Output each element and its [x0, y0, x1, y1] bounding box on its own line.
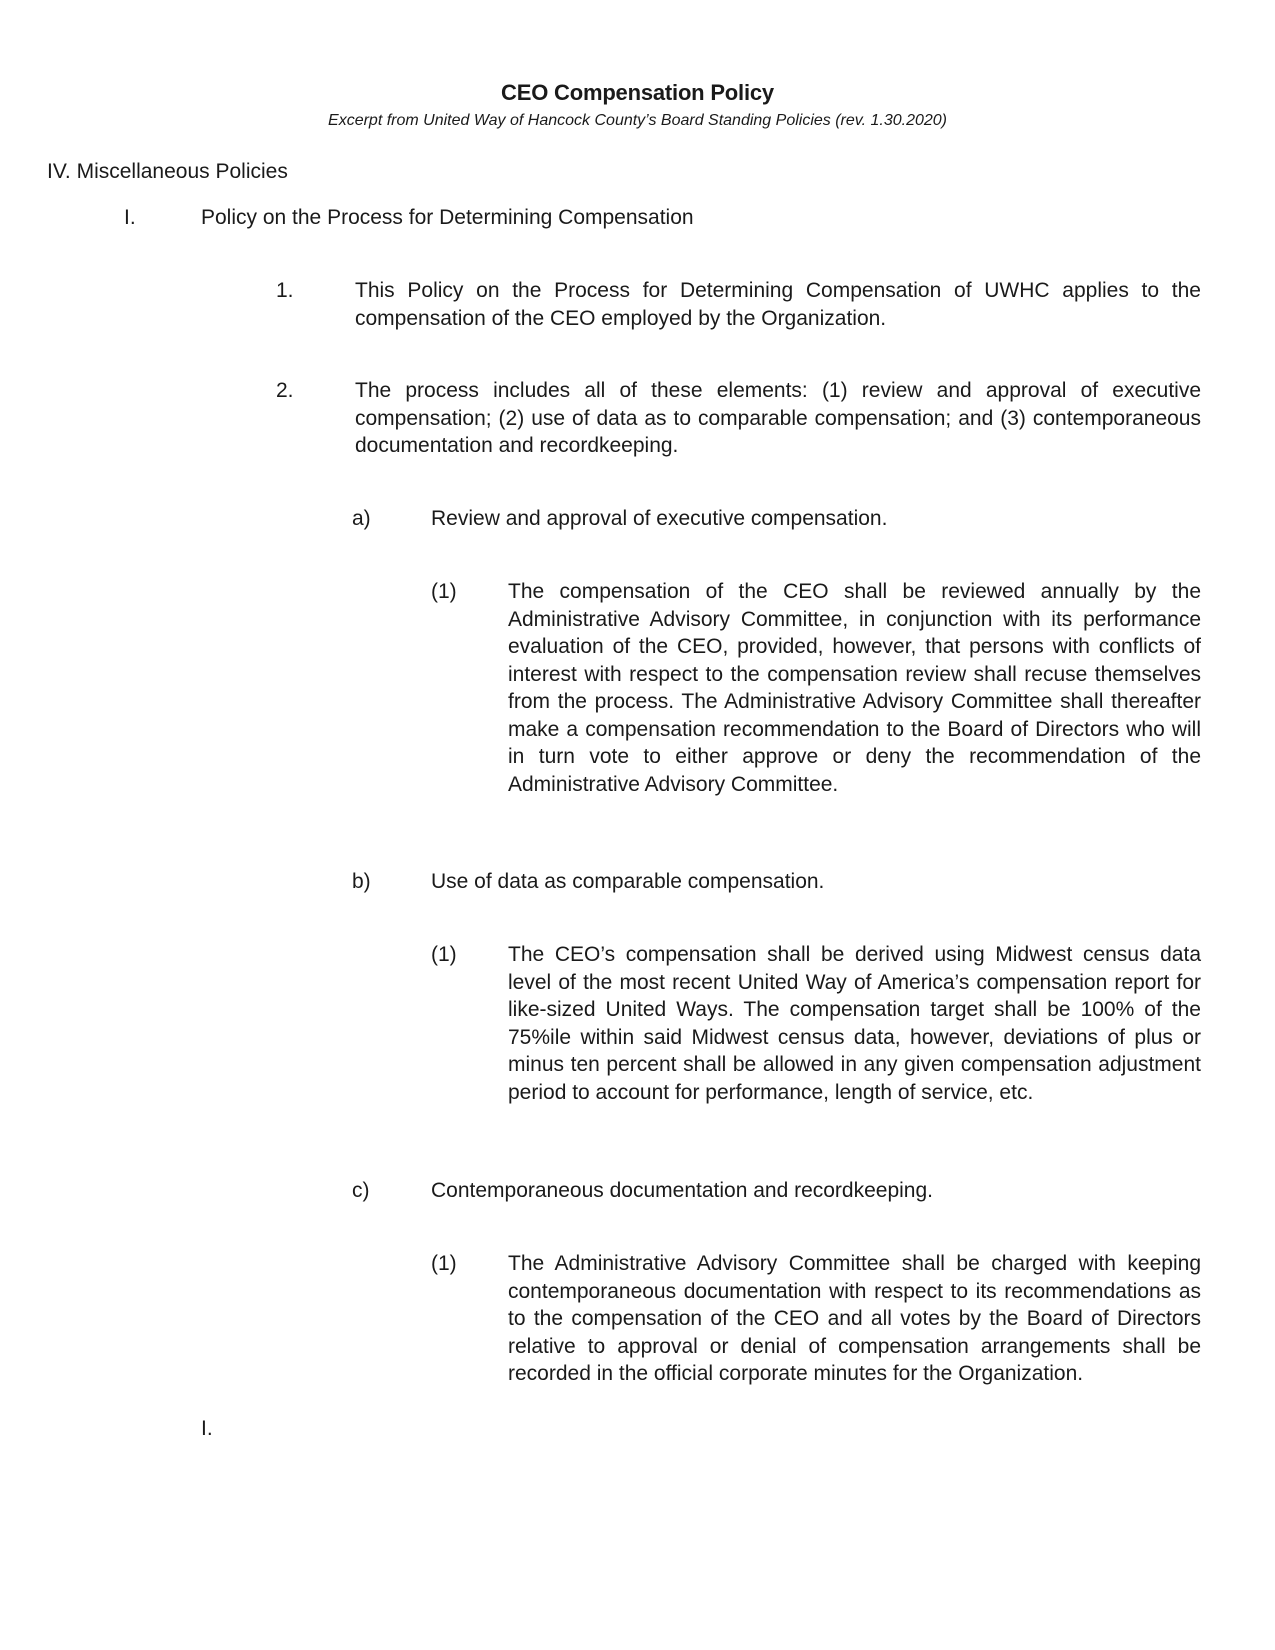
subsection-marker: I. [201, 1417, 213, 1440]
clause-marker: (1) [431, 580, 457, 603]
subitem-heading: Contemporaneous documentation and recordkeeping. [431, 1179, 934, 1202]
item-marker: 1. [276, 279, 294, 302]
subitem-marker: c) [352, 1179, 370, 1202]
clause-text: The CEO’s compensation shall be derived using Midwest census data level of the most recent United Way of America’s compensation report for like-sized United Ways. The compensation target shall be 100% of the 75%ile within said Midwest census data, however, deviations of plus or minus ten percent shall be allowed in any given compensation adjustment period to account for performance, length of service, etc. [508, 943, 1201, 1104]
document-title: CEO Compensation Policy [501, 80, 774, 105]
clause-marker: (1) [431, 1252, 457, 1275]
item-marker: 2. [276, 379, 294, 402]
item-text: This Policy on the Process for Determining Compensation of UWHC applies to the compensation of the CEO employed by the Organization. [355, 279, 1201, 330]
section-heading: IV. Miscellaneous Policies [47, 160, 288, 183]
clause-text: The compensation of the CEO shall be reviewed annually by the Administrative Advisory Committee, in conjunction with its performance evaluation of the CEO, provided, however, that persons with conflicts of interest with respect to the compensation review shall recuse themselves from the process. The Administrative Advisory Committee shall thereafter make a compensation recommendation to the Board of Directors who will in turn vote to either approve or deny the recommendation of the Administrative Advisory Committee. [508, 580, 1201, 796]
subitem-marker: a) [352, 507, 371, 530]
subitem-heading: Review and approval of executive compensation. [431, 507, 888, 530]
item-text: The process includes all of these elements: (1) review and approval of executive compensation; (2) use of data as to comparable compensation; and (3) contemporaneous documentation and recordkeeping. [355, 379, 1201, 457]
subsection-heading: Policy on the Process for Determining Compensation [201, 206, 694, 229]
clause-text: The Administrative Advisory Committee shall be charged with keeping contemporaneous documentation with respect to its recommendations as to the compensation of the CEO and all votes by the Board of Directors relative to approval or denial of compensation arrangements shall be recorded in the official corporate minutes for the Organization. [508, 1252, 1201, 1385]
subitem-heading: Use of data as comparable compensation. [431, 870, 825, 893]
document-subtitle: Excerpt from United Way of Hancock County’s Board Standing Policies (rev. 1.30.2020) [328, 112, 947, 129]
subsection-marker: I. [124, 206, 136, 229]
subitem-marker: b) [352, 870, 371, 893]
clause-marker: (1) [431, 943, 457, 966]
